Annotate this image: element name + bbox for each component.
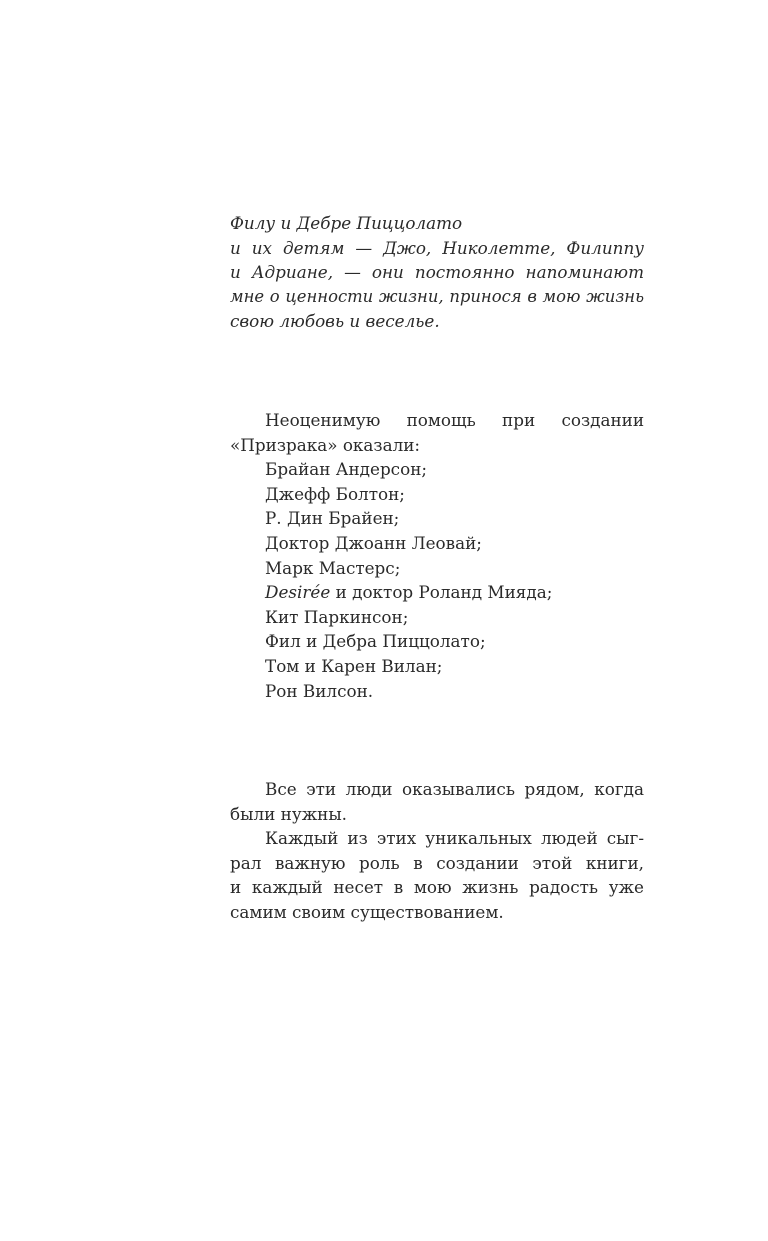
person-entry: Брайан Андерсон; (265, 459, 428, 480)
dedication-line: и Адриане, — они постоянно напоминают (230, 262, 644, 283)
person-entry: Р. Дин Брайен; (265, 508, 400, 529)
closing-text (230, 777, 644, 925)
person-entry: Доктор Джоанн Леовай; (265, 532, 482, 553)
dedication-line: Филу и Дебре Пиццолато (230, 213, 463, 233)
acknowledgments-intro: Неоценимую помощь при создании (265, 410, 644, 430)
person-name-italic: Desirée (265, 582, 331, 603)
closing-line: и каждый несет в мою жизнь радость уже (230, 877, 644, 898)
person-name-rest: и доктор Роланд Мияда; (335, 582, 553, 603)
closing-line: Все эти люди оказывались рядом, когда (265, 779, 644, 799)
person-entry: Джефф Болтон; (265, 483, 405, 504)
dedication-line: мне о ценности жизни, принося в мою жизнь (230, 286, 644, 306)
person-entry: Рон Вилсон. (265, 680, 374, 701)
acknowledgments (230, 408, 644, 703)
dedication (230, 211, 644, 334)
person-entry: Фил и Дебра Пиццолато; (265, 631, 486, 652)
closing-line: Каждый из этих уникальных людей сыг- (265, 828, 644, 849)
dedication-line: и их детям — Джо, Николетте, Филиппу (230, 237, 644, 258)
closing-line: самим своим существованием. (230, 901, 504, 922)
closing-line: были нужны. (230, 803, 348, 824)
acknowledgments-intro: «Призрака» оказали: (230, 434, 421, 455)
closing-line: рал важную роль в создании этой книги, (230, 852, 644, 873)
person-entry: Марк Мастерс; (265, 557, 401, 578)
person-entry: Кит Паркинсон; (265, 606, 409, 627)
person-entry (230, 580, 644, 605)
person-entry: Том и Карен Вилан; (265, 655, 443, 676)
dedication-line: свою любовь и веселье. (230, 311, 440, 332)
